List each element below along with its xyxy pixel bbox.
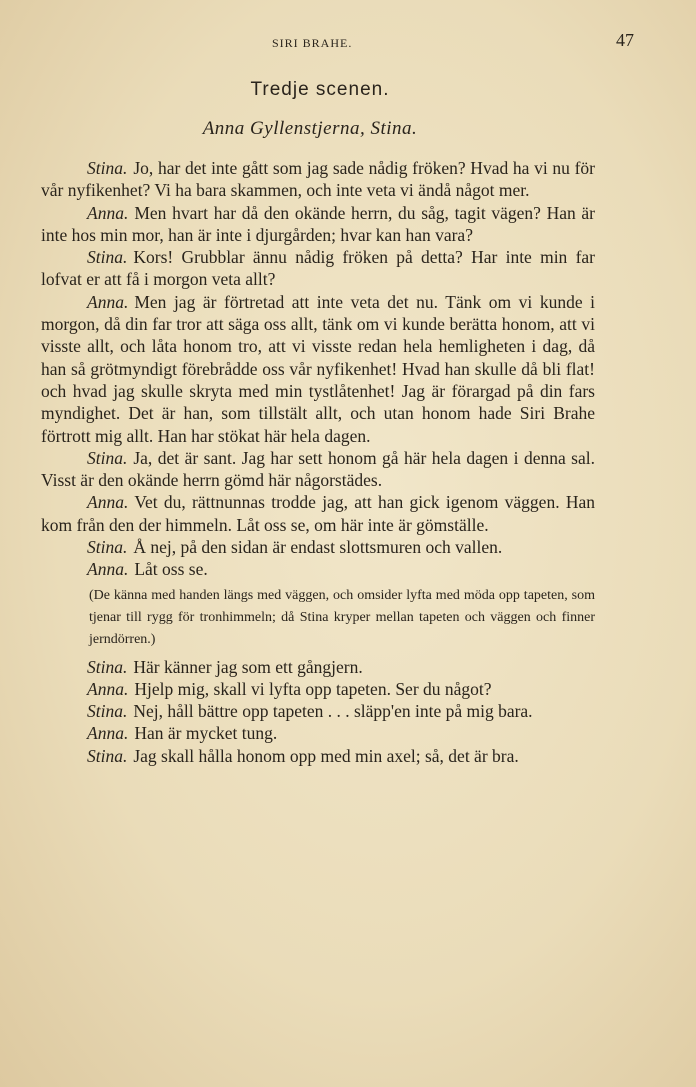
dialogue-line — [41, 157, 595, 202]
running-title: SIRI BRAHE. — [272, 36, 353, 50]
speaker-name: Anna. — [87, 202, 129, 223]
dialogue-line — [41, 722, 595, 744]
dialogue-line — [41, 656, 595, 678]
speaker-name: Stina. — [87, 447, 128, 468]
speech-text: Jag skall hålla honom opp med min axel; så, det är bra. — [133, 745, 519, 766]
speaker-name: Stina. — [87, 537, 128, 558]
speaker-name: Anna. — [87, 678, 129, 699]
play-text — [41, 157, 595, 767]
stage-direction: (De känna med handen längs med väggen, och omsider lyfta med möda opp tapeten, som tjenar till rygg för tronhimmeln; då Stina kryper mellan tapeten och väggen och finner jerndörren.) — [89, 587, 595, 648]
dialogue-line — [41, 447, 595, 492]
speaker-name: Stina. — [87, 745, 128, 766]
page-number: 47 — [616, 30, 634, 50]
speaker-name: Stina. — [87, 701, 128, 722]
speech-text: Å nej, på den sidan är endast slottsmuren och vallen. — [133, 537, 503, 558]
speech-text: Här känner jag som ett gångjern. — [133, 656, 363, 677]
dialogue-line — [41, 745, 595, 767]
speech-text: Men hvart har då den okände herrn, du såg, tagit vägen? Han är inte hos min mor, han är inte i djurgården; hvar kan han vara? — [41, 202, 595, 245]
dialogue-line — [41, 678, 595, 700]
speaker-name: Stina. — [87, 656, 128, 677]
scene-personae: Anna Gyllenstjerna, Stina. — [202, 118, 418, 139]
dialogue-line — [41, 246, 595, 291]
dialogue-line — [41, 491, 595, 536]
speaker-name: Anna. — [87, 723, 129, 744]
speech-text: Låt oss se. — [134, 559, 208, 580]
speaker-name: Stina. — [87, 247, 128, 268]
speaker-name: Anna. — [87, 291, 129, 312]
speech-text: Nej, håll bättre opp tapeten . . . släpp'en inte på mig bara. — [133, 701, 533, 722]
scene-title: Tredje scenen. — [250, 79, 390, 100]
speech-text: Vet du, rättnunnas trodde jag, att han gick igenom väggen. Han kom från den der himmeln. Låt oss se, om här inte är gömställe. — [41, 492, 595, 535]
dialogue-line — [41, 202, 595, 247]
dialogue-line — [41, 536, 595, 558]
dialogue-line — [41, 700, 595, 722]
speech-text: Ja, det är sant. Jag har sett honom gå här hela dagen i denna sal. Visst är den okände herrn gömd här någorstädes. — [41, 447, 595, 491]
speech-text: Jo, har det inte gått som jag sade nådig fröken? Hvad ha vi nu för vår nyfikenhet? Vi ha bara skammen, och inte veta vi ändå något mer. — [41, 158, 595, 201]
speaker-name: Anna. — [87, 559, 129, 580]
speaker-name: Stina. — [87, 158, 128, 178]
dialogue-line — [41, 291, 595, 447]
dialogue-line — [41, 558, 595, 580]
speech-text: Han är mycket tung. — [134, 723, 278, 744]
speech-text: Kors! Grubblar ännu nådig fröken på detta? Har inte min far lofvat er att få i morgon veta allt? — [41, 247, 595, 290]
speech-text: Men jag är förtretad att inte veta det nu. Tänk om vi kunde i morgon, då din far tror att säga oss allt, tänk om vi kunde berätta honom, att vi visste allt, och låta honom tro, att vi visste redan hela hemligheten i dag, då han så grötmyndigt förebrådde oss vår nyfikenhet! Hvad han skulle då bli flat! och hvad jag skulle skryta med min tystlåtenhet! Jag är förargad på din fars myndighet. Det är han, som tillstält allt, och utan honom hade Siri Brahe förtrott mig allt. Han har stökat här hela dagen. — [41, 291, 595, 446]
speaker-name: Anna. — [87, 492, 129, 513]
speech-text: Hjelp mig, skall vi lyfta opp tapeten. Ser du något? — [134, 678, 492, 699]
